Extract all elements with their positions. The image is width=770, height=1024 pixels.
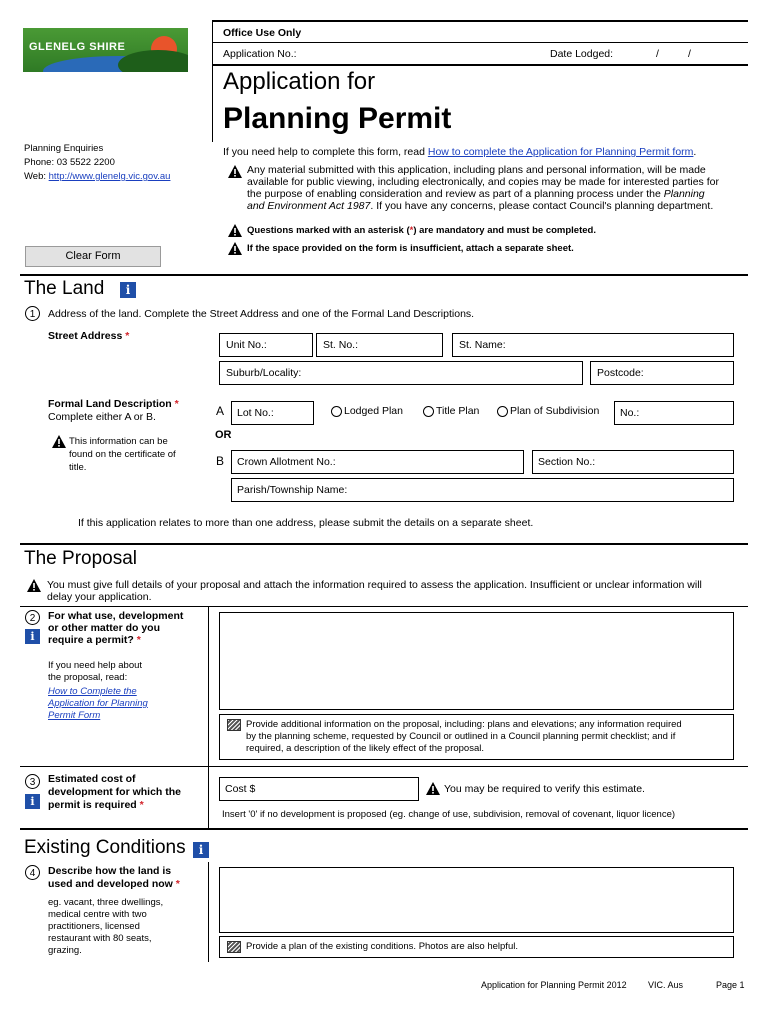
section-no-field[interactable] bbox=[532, 450, 734, 474]
office-use-title: Office Use Only bbox=[223, 27, 302, 39]
page-title-line2: Planning Permit bbox=[223, 102, 452, 135]
land-question: Address of the land. Complete the Street Address and one of the Formal Land Descriptions. bbox=[48, 308, 475, 320]
proposal-q2-rule bbox=[208, 606, 209, 766]
plan-of-subdivision-radio[interactable] bbox=[497, 406, 508, 417]
office-divider bbox=[212, 42, 748, 43]
proposal-help-1: If you need help about bbox=[48, 660, 143, 671]
street-address-text: Street Address bbox=[48, 330, 123, 342]
note-icon bbox=[227, 941, 241, 953]
example-2: medical centre with two bbox=[48, 909, 147, 920]
help-line bbox=[223, 146, 696, 158]
help-prefix: If you need help to complete this form, read bbox=[223, 146, 428, 158]
q4-star: * bbox=[175, 878, 180, 890]
q4-vrule bbox=[208, 862, 209, 962]
street-address-label bbox=[48, 330, 129, 342]
warning-icon bbox=[52, 435, 66, 448]
office-bottom-rule bbox=[212, 64, 748, 66]
clear-form-button[interactable]: Clear Form bbox=[25, 246, 161, 267]
land-section-title: The Land bbox=[24, 278, 105, 299]
or-label: OR bbox=[215, 429, 232, 441]
question-number-3: 3 bbox=[25, 774, 40, 789]
question-number-2: 2 bbox=[25, 610, 40, 625]
q2-star: * bbox=[136, 634, 141, 646]
cert-note-2: found on the certificate of bbox=[69, 449, 176, 460]
st-name-field[interactable] bbox=[452, 333, 734, 357]
unit-no-label: Unit No.: bbox=[226, 339, 267, 351]
note-icon bbox=[227, 719, 241, 731]
proposal-help-2: the proposal, read: bbox=[48, 672, 128, 683]
existing-top-rule bbox=[20, 828, 748, 830]
material-notice-3a: the purpose of enabling consideration and review as part of a planning process under the bbox=[247, 188, 664, 200]
mandatory-star: * bbox=[409, 225, 414, 236]
st-no-field[interactable] bbox=[316, 333, 443, 357]
material-notice-3b: Planning bbox=[663, 188, 705, 200]
example-3: practitioners, licensed bbox=[48, 921, 140, 932]
cert-note-1: This information can be bbox=[69, 436, 168, 447]
footer-page: Page 1 bbox=[716, 980, 745, 990]
cert-note-3: title. bbox=[69, 462, 87, 473]
logo-text: GLENELG SHIRE bbox=[29, 41, 126, 53]
crown-allotment-label: Crown Allotment No.: bbox=[237, 456, 336, 468]
page-title-line1: Application for bbox=[223, 68, 376, 95]
web-prefix: Web: bbox=[24, 171, 49, 182]
plan-of-subdivision-label: Plan of Subdivision bbox=[510, 405, 600, 417]
q2-line3 bbox=[48, 634, 141, 646]
footer-form-name: Application for Planning Permit 2012 bbox=[481, 980, 627, 990]
q3-line2: development for which the bbox=[48, 786, 182, 798]
lot-no-label: Lot No.: bbox=[237, 407, 274, 419]
q3-vrule bbox=[208, 766, 209, 828]
lodged-plan-radio[interactable] bbox=[331, 406, 342, 417]
lot-no-field[interactable] bbox=[231, 401, 314, 425]
info-icon[interactable]: i bbox=[25, 629, 40, 644]
material-notice-4a: and Environment Act 1987 bbox=[247, 200, 371, 212]
office-top-rule bbox=[212, 20, 748, 22]
warning-icon bbox=[426, 782, 440, 795]
material-notice-2: available for public viewing, including electronically, and copies may be made for interested parties for bbox=[247, 176, 719, 188]
q2-line1: For what use, development bbox=[48, 610, 184, 622]
existing-section-title: Existing Conditions bbox=[24, 837, 186, 858]
q4-line2 bbox=[48, 878, 180, 890]
proposal-warning-1: You must give full details of your proposal and attach the information required to assess the application. Insufficient or unclear information will bbox=[47, 579, 702, 591]
q3-line1: Estimated cost of bbox=[48, 773, 136, 785]
cost-field[interactable] bbox=[219, 777, 419, 801]
suburb-label: Suburb/Locality: bbox=[226, 367, 302, 379]
insufficient-space-notice: If the space provided on the form is insufficient, attach a separate sheet. bbox=[247, 243, 574, 254]
example-1: eg. vacant, three dwellings, bbox=[48, 897, 164, 908]
mandatory-notice bbox=[247, 225, 596, 236]
proposal-top-rule bbox=[20, 543, 748, 545]
formal-land-text: Formal Land Description bbox=[48, 398, 172, 410]
enquiries-heading: Planning Enquiries bbox=[24, 143, 104, 154]
info-icon[interactable]: i bbox=[193, 842, 209, 858]
enquiries-web bbox=[24, 171, 170, 182]
q4-line2-text: used and developed now bbox=[48, 878, 173, 890]
date-slash-2: / bbox=[688, 48, 691, 60]
help-guide-link[interactable]: How to complete the Application for Planning Permit form bbox=[427, 146, 694, 158]
formal-land-sub: Complete either A or B. bbox=[48, 411, 156, 423]
section-no-label: Section No.: bbox=[538, 456, 596, 468]
plan-no-label: No.: bbox=[620, 407, 640, 419]
q3-line3 bbox=[48, 799, 144, 811]
proposal-help-link-1[interactable]: How to Complete the bbox=[48, 686, 137, 697]
cost-label: Cost $ bbox=[225, 783, 256, 795]
suburb-field[interactable] bbox=[219, 361, 583, 385]
q3-line3-text: permit is required bbox=[48, 799, 137, 811]
formal-land-star: * bbox=[174, 398, 179, 410]
proposal-rule bbox=[20, 606, 748, 607]
office-left-rule bbox=[212, 20, 213, 142]
additional-info-3: required, a description of the likely effect of the proposal. bbox=[246, 743, 484, 754]
title-plan-radio[interactable] bbox=[423, 406, 434, 417]
formal-land-title bbox=[48, 398, 179, 410]
website-link[interactable]: http://www.glenelg.vic.gov.au bbox=[48, 171, 171, 182]
option-b-label: B bbox=[216, 454, 225, 468]
q3-rule bbox=[20, 766, 748, 767]
street-address-star: * bbox=[125, 330, 130, 342]
parish-field[interactable] bbox=[231, 478, 734, 502]
help-suffix: . bbox=[693, 146, 697, 158]
insert-zero-note: Insert '0' if no development is proposed (eg. change of use, subdivision, removal of covenant, liquor licence) bbox=[222, 809, 676, 820]
warning-icon bbox=[228, 165, 242, 178]
mandatory-b: ) are mandatory and must be completed. bbox=[413, 225, 596, 236]
footer-org: VIC. Aus bbox=[648, 980, 684, 990]
example-4: restaurant with 80 seats, bbox=[48, 933, 152, 944]
material-notice-3 bbox=[247, 188, 705, 200]
postcode-label: Postcode: bbox=[597, 367, 644, 379]
example-5: grazing. bbox=[48, 945, 82, 956]
proposal-description-field[interactable] bbox=[219, 612, 734, 710]
warning-icon bbox=[228, 242, 242, 255]
additional-info-2: by the planning scheme, requested by Council or outlined in a Council planning permit checklist; and if bbox=[246, 731, 676, 742]
multi-address-note: If this application relates to more than one address, please submit the details on a separate sheet. bbox=[78, 517, 534, 529]
title-plan-label: Title Plan bbox=[436, 405, 480, 417]
crown-allotment-field[interactable] bbox=[231, 450, 524, 474]
proposal-warning-2: delay your application. bbox=[47, 591, 152, 603]
option-a-label: A bbox=[216, 404, 225, 418]
plan-no-field[interactable] bbox=[614, 401, 734, 425]
material-notice-4 bbox=[247, 200, 713, 212]
verify-estimate-note: You may be required to verify this estimate. bbox=[444, 783, 645, 795]
q4-line1: Describe how the land is bbox=[48, 865, 172, 877]
question-number-4: 4 bbox=[25, 865, 40, 880]
date-slash-1: / bbox=[656, 48, 659, 60]
warning-icon bbox=[27, 579, 41, 592]
lodged-plan-label: Lodged Plan bbox=[344, 405, 403, 417]
proposal-help-link-3[interactable]: Permit Form bbox=[48, 710, 101, 721]
parish-label: Parish/Township Name: bbox=[237, 484, 348, 496]
st-no-label: St. No.: bbox=[323, 339, 359, 351]
question-number-1: 1 bbox=[25, 306, 40, 321]
q2-line2: or other matter do you bbox=[48, 622, 161, 634]
additional-info-1: Provide additional information on the proposal, including: plans and elevations; any information required bbox=[246, 719, 682, 730]
info-icon[interactable]: i bbox=[25, 794, 40, 809]
material-notice-4b: . If you have any concerns, please contact Council's planning department. bbox=[370, 200, 714, 212]
proposal-section-title: The Proposal bbox=[24, 548, 138, 569]
mandatory-a: Questions marked with an asterisk ( bbox=[247, 225, 410, 236]
application-no-label: Application No.: bbox=[223, 48, 297, 60]
land-top-rule bbox=[20, 274, 748, 276]
st-name-label: St. Name: bbox=[459, 339, 506, 351]
q3-star: * bbox=[139, 799, 144, 811]
council-logo bbox=[23, 28, 188, 72]
existing-plan-note: Provide a plan of the existing conditions. Photos are also helpful. bbox=[246, 941, 518, 952]
warning-icon bbox=[228, 224, 242, 237]
material-notice-1: Any material submitted with this application, including plans and personal information, will be made bbox=[247, 164, 706, 176]
existing-conditions-field[interactable] bbox=[219, 867, 734, 933]
q2-line3-text: require a permit? bbox=[48, 634, 134, 646]
date-lodged-label: Date Lodged: bbox=[550, 48, 614, 60]
enquiries-phone: Phone: 03 5522 2200 bbox=[24, 157, 115, 168]
info-icon[interactable]: i bbox=[120, 282, 136, 298]
unit-no-field[interactable] bbox=[219, 333, 313, 357]
postcode-field[interactable] bbox=[590, 361, 734, 385]
proposal-help-link-2[interactable]: Application for Planning bbox=[48, 698, 148, 709]
